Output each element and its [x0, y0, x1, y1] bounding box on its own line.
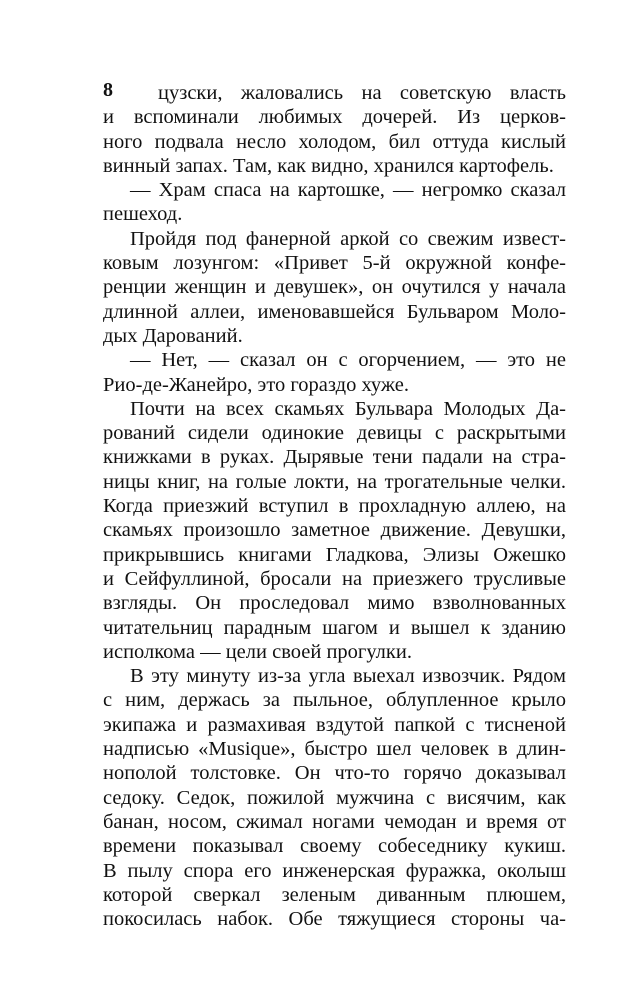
- text-line: винный запах. Там, как видно, хранился картофель.: [103, 154, 554, 177]
- text-line: Почти на всех скамьях Бульвара Молодых Да-: [130, 397, 566, 420]
- text-line: читательниц парадным шагом и вышел к зданию: [103, 616, 566, 639]
- text-line: Рио-де-Жанейро, это гораздо хуже.: [103, 373, 410, 396]
- text-line: скамьях произошло заметное движение. Девушки,: [103, 519, 566, 542]
- text-line: времени показывал своему собеседнику кукиш.: [103, 835, 566, 858]
- text-line: и вспоминали любимых дочерей. Из церков-: [103, 106, 566, 129]
- text-line: В эту минуту из-за угла выехал извозчик. Рядом: [130, 665, 566, 688]
- text-line: ного подвала несло холодом, бил оттуда кислый: [103, 130, 566, 153]
- text-line: ренции женщин и девушек», он очутился у начала: [103, 276, 566, 299]
- text-line: с ним, держась за пыльное, облупленное крыло: [103, 689, 566, 712]
- text-line: — Нет, — сказал он с огорчением, — это не: [130, 349, 566, 372]
- text-line: исполкома — цели своей прогулки.: [103, 640, 412, 663]
- text-line: пешеход.: [103, 203, 183, 226]
- text-line: прикрывшись книгами Гладкова, Элизы Ожешко: [103, 543, 566, 566]
- text-line: нополой толстовке. Он что-то горячо доказывал: [103, 762, 566, 785]
- text-line: экипажа и размахивая вздутой папкой с тисненой: [103, 713, 566, 736]
- text-line: Когда приезжий вступил в прохладную аллею, на: [103, 495, 566, 518]
- text-line: — Храм спаса на картошке, — негромко сказал: [130, 179, 566, 202]
- page-text: [103, 81, 566, 931]
- text-line: длинной аллеи, именовавшейся Бульваром Моло-: [103, 300, 566, 323]
- text-line: взгляды. Он проследовал мимо взволнованных: [103, 592, 566, 615]
- text-line: банан, носом, сжимал ногами чемодан и время от: [103, 810, 566, 833]
- text-line: ницы книг, на голые локти, на трогательные челки.: [103, 470, 566, 493]
- text-line: седоку. Седок, пожилой мужчина с висячим, как: [103, 786, 566, 809]
- text-line: Пройдя под фанерной аркой со свежим извест-: [130, 227, 566, 250]
- text-line: цузски, жаловались на советскую власть: [158, 82, 566, 104]
- text-line: которой сверкал зеленым диванным плюшем,: [103, 883, 566, 906]
- page-number: 8: [103, 79, 113, 101]
- text-line: ковым лозунгом: «Привет 5-й окружной конфе-: [103, 252, 566, 275]
- text-line: дых Дарований.: [103, 324, 243, 347]
- text-line: покосилась набок. Обе тяжущиеся стороны ча-: [103, 908, 566, 931]
- text-line: надписью «Musique», быстро шел человек в длин-: [103, 738, 566, 761]
- text-line: книжками в руках. Дырявые тени падали на стра-: [103, 446, 566, 469]
- text-line: рований сидели одинокие девицы с раскрытыми: [103, 422, 566, 445]
- text-line: и Сейфуллиной, бросали на приезжего трусливые: [103, 567, 566, 590]
- text-line: В пылу спора его инженерская фуражка, околыш: [103, 859, 566, 882]
